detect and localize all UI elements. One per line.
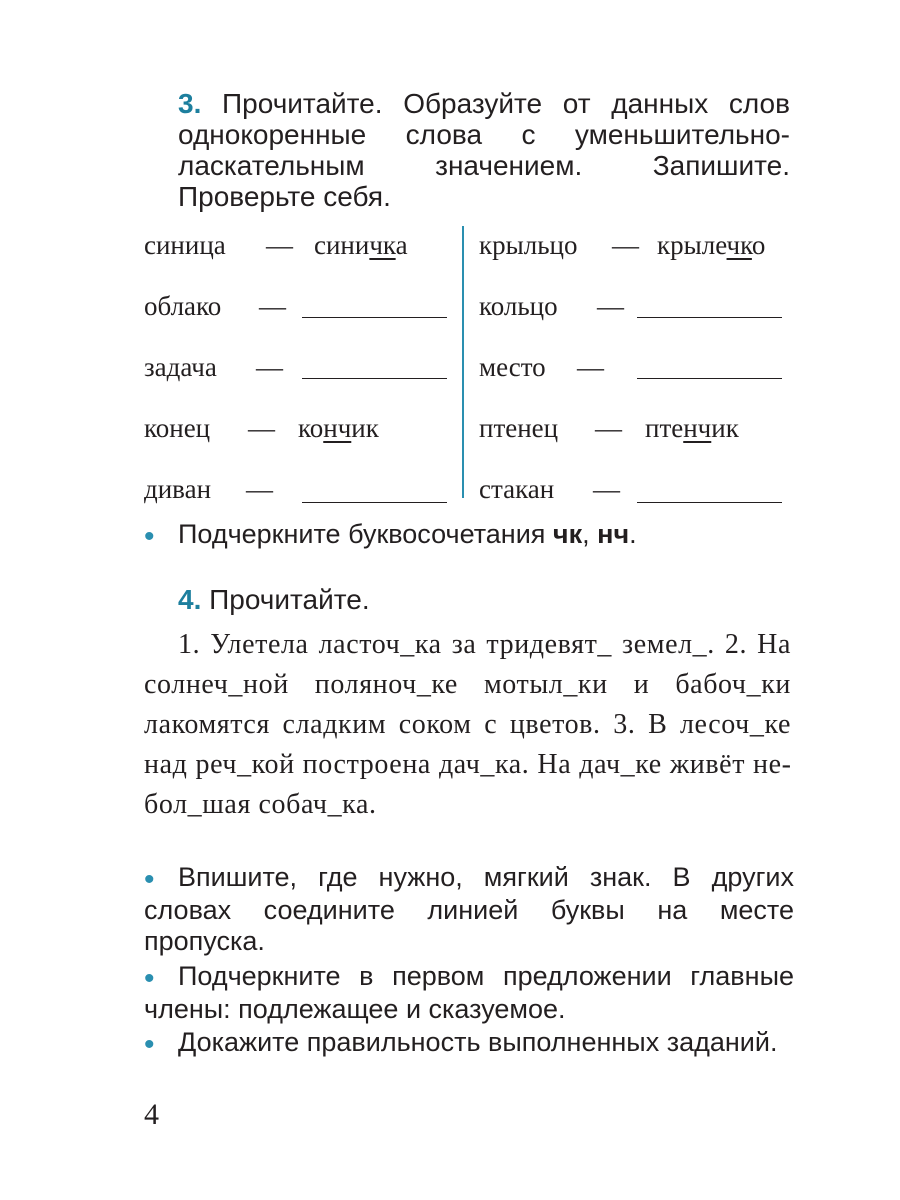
exercise-4-story: 1. Улетела ласточ_ка за тридевят_ земел_. 2. На солнеч_ной поляноч_ке мотыл_ки и бабоч_ки лакомятся сладким соком с цветов. 3. В лесоч_ке над реч_кой построена дач_ка. На дач_ке живёт небол_шая собач_ка. bbox=[144, 629, 791, 820]
word-table bbox=[144, 220, 794, 510]
exercise-3-instructions bbox=[178, 88, 790, 212]
bullet-dot: • bbox=[144, 1028, 155, 1061]
word-row bbox=[479, 220, 799, 281]
source-word: конец bbox=[144, 413, 211, 443]
word-row bbox=[479, 403, 799, 464]
dash: — bbox=[593, 474, 620, 504]
answer-word: птенчик bbox=[645, 413, 739, 443]
answer-blank[interactable] bbox=[637, 502, 782, 503]
answer-blank[interactable] bbox=[637, 317, 782, 318]
word-row bbox=[144, 281, 449, 342]
word-row bbox=[479, 464, 799, 525]
word-row bbox=[479, 281, 799, 342]
source-word: диван bbox=[144, 474, 212, 504]
source-word: стакан bbox=[479, 474, 555, 504]
word-row bbox=[144, 403, 449, 464]
answer-blank[interactable] bbox=[302, 317, 447, 318]
source-word: облако bbox=[144, 291, 222, 321]
dash: — bbox=[246, 474, 273, 504]
answer-word: кончик bbox=[298, 413, 379, 443]
exercise-4-number: 4. bbox=[178, 584, 202, 615]
word-row bbox=[479, 342, 799, 403]
source-word: кольцо bbox=[479, 291, 558, 321]
word-row bbox=[144, 342, 449, 403]
dash: — bbox=[266, 230, 293, 260]
source-word: крыльцо bbox=[479, 230, 578, 260]
bullet-dot: • bbox=[144, 962, 155, 995]
right-column bbox=[479, 220, 799, 525]
dash: — bbox=[577, 352, 604, 382]
exercise-4-title: Прочитайте. bbox=[201, 584, 370, 615]
exercise-4-bullet-3: • Докажите правильность выполненных заданий. bbox=[144, 1027, 778, 1061]
exercise-4-bullet-1: • Впишите, где нужно, мягкий знак. В других словах соедините линией буквы на месте пропуска. bbox=[144, 862, 794, 956]
exercise-4-heading bbox=[178, 583, 370, 617]
exercise-4-bullet-2: • Подчеркните в первом предложении главные члены: подлежащее и сказуемое. bbox=[144, 961, 794, 1024]
bullet-dot: • bbox=[144, 863, 155, 896]
answer-word: синичка bbox=[314, 230, 408, 260]
word-row bbox=[144, 220, 449, 281]
exercise-3-text: Прочитайте. Образуйте от данных слов однокоренные слова с уменьшительно-ласкательным значением. Запишите. Проверьте себя. bbox=[178, 88, 790, 212]
word-row bbox=[144, 464, 449, 525]
answer-word: крылечко bbox=[657, 230, 766, 260]
answer-blank[interactable] bbox=[302, 378, 447, 379]
exercise-3-number: 3. bbox=[178, 88, 202, 119]
dash: — bbox=[256, 352, 283, 382]
source-word: задача bbox=[144, 352, 217, 382]
source-word: место bbox=[479, 352, 546, 382]
exercise-3-bullet: • Подчеркните буквосочетания чк, нч. bbox=[144, 519, 637, 553]
dash: — bbox=[612, 230, 639, 260]
page-number: 4 bbox=[144, 1098, 159, 1131]
dash: — bbox=[248, 413, 275, 443]
left-column bbox=[144, 220, 449, 525]
answer-blank[interactable] bbox=[302, 502, 447, 503]
bullet-dot: • bbox=[144, 520, 155, 553]
answer-blank[interactable] bbox=[637, 378, 782, 379]
source-word: птенец bbox=[479, 413, 559, 443]
dash: — bbox=[597, 291, 624, 321]
column-divider bbox=[462, 226, 464, 498]
dash: — bbox=[595, 413, 622, 443]
dash: — bbox=[259, 291, 286, 321]
source-word: синица bbox=[144, 230, 226, 260]
